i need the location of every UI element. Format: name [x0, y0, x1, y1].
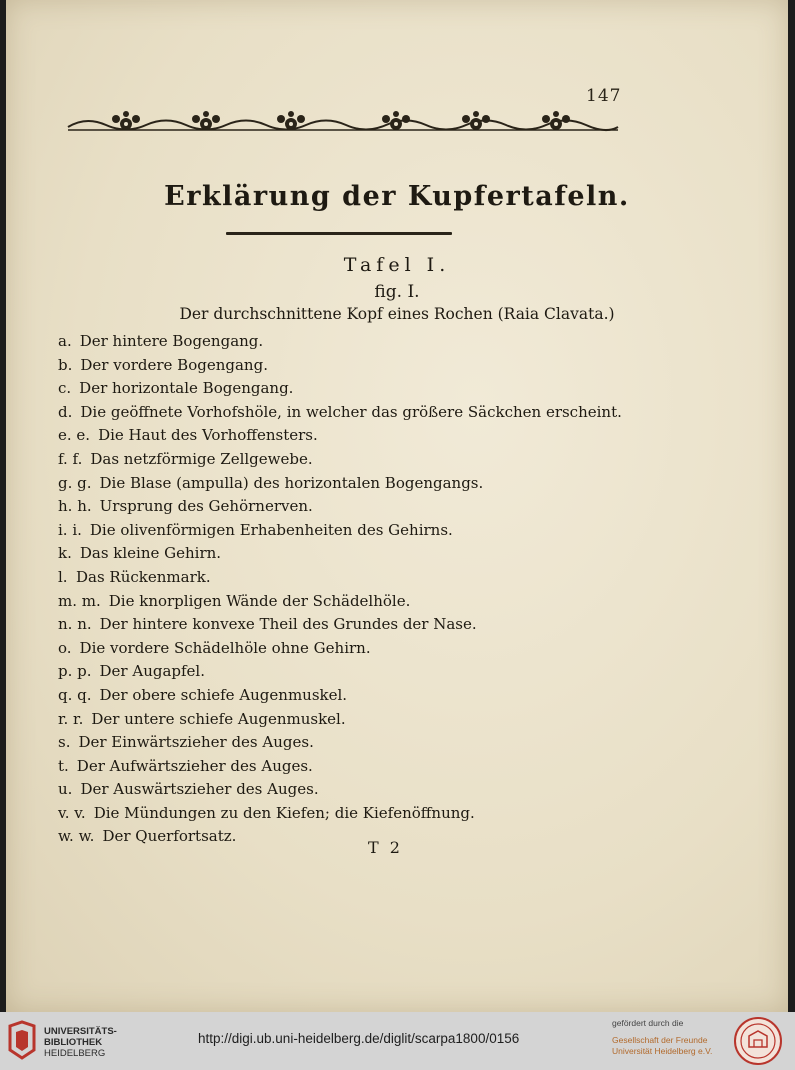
library-name-line-1: UNIVERSITÄTS- [44, 1026, 117, 1037]
legend-text: Das netzförmige Zellgewebe. [90, 449, 313, 468]
legend-key: q. q. [58, 685, 92, 704]
library-name-line-2: BIBLIOTHEK [44, 1037, 103, 1048]
legend-key: o. [58, 638, 72, 657]
legend-key: v. v. [58, 803, 86, 822]
legend-key: a. [58, 332, 72, 350]
signature-mark: T 2 [368, 838, 403, 857]
library-name-line-3: HEIDELBERG [44, 1048, 106, 1059]
permalink-url[interactable]: http://digi.ub.uni-heidelberg.de/diglit/scarpa1800/0156 [198, 1031, 520, 1046]
legend-entry [58, 424, 622, 448]
legend-entry [58, 613, 622, 637]
legend-key: b. [58, 355, 73, 374]
legend-entry [58, 448, 622, 472]
legend-entry [58, 330, 622, 354]
library-name[interactable] [44, 1026, 117, 1059]
legend-entry [58, 377, 622, 401]
plate-heading: Tafel I. [343, 254, 451, 276]
legend-text: Die geöffnete Vorhofshöle, in welcher das größere Säckchen erscheint. [80, 402, 622, 421]
figure-caption: Der durchschnittene Kopf eines Rochen (Raia Clavata.) [179, 305, 615, 323]
legend-key: k. [58, 544, 72, 563]
page-title: Erklärung der Kupfertafeln. [164, 181, 630, 212]
legend-text: Der hintere Bogengang. [79, 332, 264, 350]
legend-key: l. [58, 567, 68, 586]
university-seal-icon[interactable] [733, 1016, 783, 1066]
legend-key: e. e. [58, 426, 91, 445]
book-page [6, 0, 788, 1012]
legend-entry [58, 566, 622, 590]
legend-text: Das kleine Gehirn. [79, 544, 222, 563]
legend-text: Die Mündungen zu den Kiefen; die Kiefenöffnung. [93, 803, 475, 822]
floral-ornament-icon [66, 104, 620, 146]
legend-key: w. w. [58, 827, 95, 846]
legend-entry [58, 731, 622, 755]
legend-text: Der hintere konvexe Theil des Grundes der Nase. [99, 615, 477, 634]
page-number: 147 [586, 86, 622, 106]
legend-text: Der obere schiefe Augenmuskel. [99, 685, 348, 704]
legend-entry [58, 354, 622, 378]
funding-note[interactable] [612, 1018, 712, 1057]
legend-text: Die knorpligen Wände der Schädelhöle. [108, 591, 411, 610]
legend-key: i. i. [58, 520, 82, 539]
legend-list [58, 330, 622, 849]
legend-entry [58, 590, 622, 614]
legend-key: p. p. [58, 662, 92, 681]
legend-text: Die Haut des Vorhoffensters. [98, 426, 318, 445]
legend-key: h. h. [58, 497, 92, 516]
legend-entry [58, 542, 622, 566]
legend-key: u. [58, 780, 73, 799]
legend-text: Der Aufwärtszieher des Auges. [76, 756, 313, 775]
legend-key: r. r. [58, 709, 84, 728]
legend-text: Die vordere Schädelhöle ohne Gehirn. [79, 638, 371, 657]
legend-text: Der vordere Bogengang. [80, 355, 268, 374]
legend-key: m. m. [58, 591, 101, 610]
legend-key: t. [58, 756, 69, 775]
funding-org-line-1: Gesellschaft der Freunde [612, 1035, 708, 1045]
legend-entry [58, 660, 622, 684]
legend-text: Der horizontale Bogengang. [79, 379, 294, 398]
legend-entry [58, 495, 622, 519]
legend-text: Die olivenförmigen Erhabenheiten des Gehirns. [89, 520, 453, 539]
library-logo-icon[interactable] [7, 1020, 37, 1060]
viewer-footer [0, 1012, 795, 1070]
legend-entry [58, 778, 622, 802]
legend-key: g. g. [58, 473, 92, 492]
legend-text: Der untere schiefe Augenmuskel. [91, 709, 346, 728]
legend-entry [58, 802, 622, 826]
legend-entry [58, 401, 622, 425]
legend-text: Der Augapfel. [99, 662, 205, 681]
legend-entry [58, 684, 622, 708]
legend-text: Ursprung des Gehörnerven. [99, 497, 313, 516]
legend-key: f. f. [58, 449, 83, 468]
legend-text: Der Auswärtszieher des Auges. [80, 780, 319, 799]
legend-key: c. [58, 379, 72, 398]
figure-label: fig. I. [374, 282, 420, 302]
legend-entry [58, 825, 622, 849]
legend-entry [58, 755, 622, 779]
legend-entry [58, 637, 622, 661]
legend-text: Die Blase (ampulla) des horizontalen Bogengangs. [99, 473, 484, 492]
legend-key: n. n. [58, 615, 92, 634]
legend-text: Der Querfortsatz. [102, 827, 237, 846]
legend-key: s. [58, 733, 71, 752]
funding-org-line-2: Universität Heidelberg e.V. [612, 1046, 713, 1056]
legend-entry [58, 472, 622, 496]
funding-intro: gefördert durch die [612, 1018, 684, 1028]
title-divider [226, 232, 452, 235]
legend-text: Das Rückenmark. [76, 567, 211, 586]
legend-text: Der Einwärtszieher des Auges. [78, 733, 314, 752]
legend-entry [58, 708, 622, 732]
legend-entry [58, 519, 622, 543]
legend-key: d. [58, 402, 73, 421]
